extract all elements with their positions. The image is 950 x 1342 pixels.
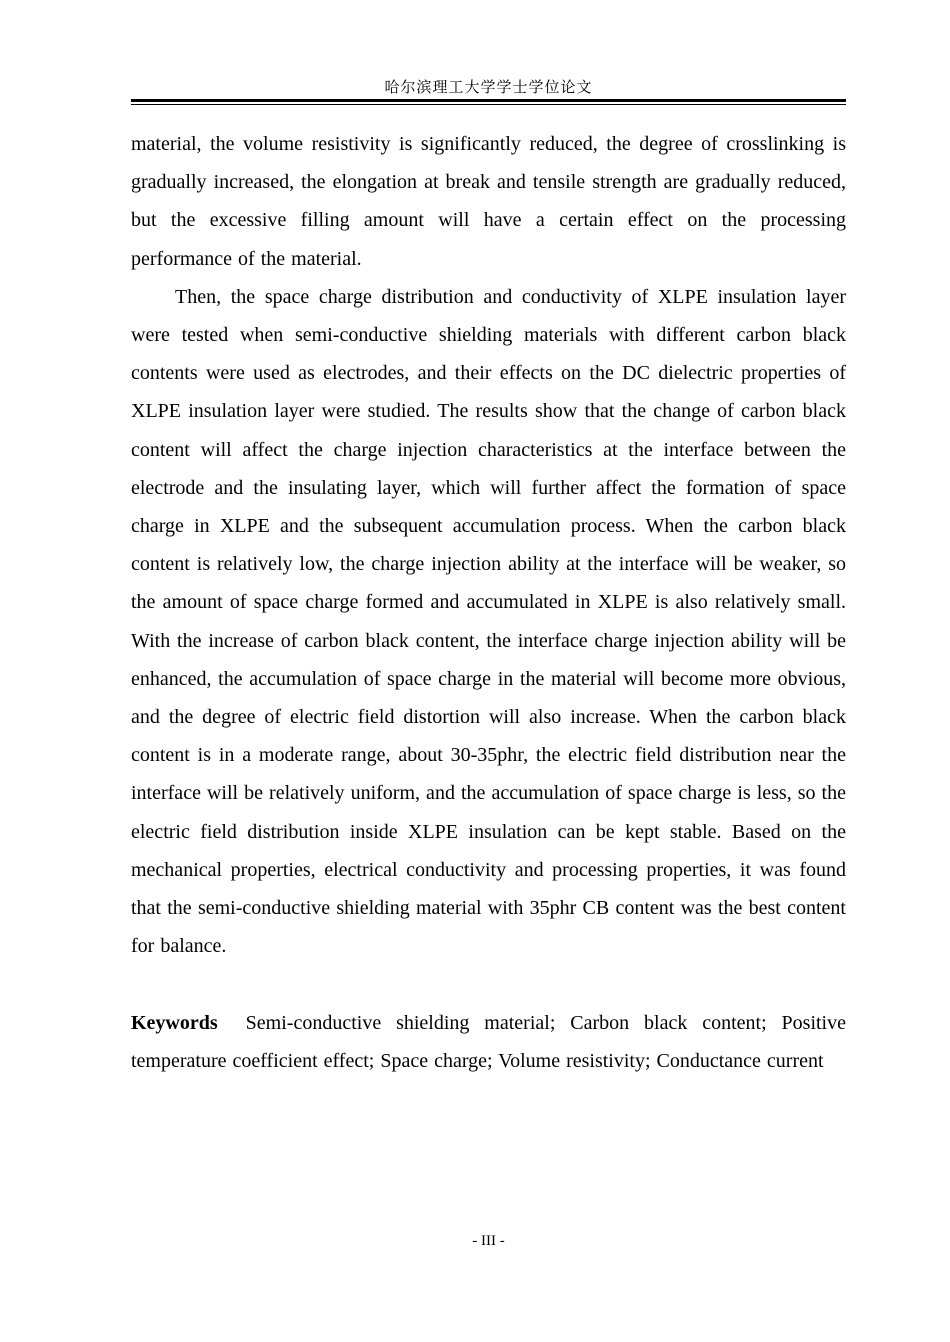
abstract-body: [131, 125, 846, 1080]
paragraph-1: material, the volume resistivity is significantly reduced, the degree of crosslinking is gradually increased, the elongation at break and tensile strength are gradually reduced, but the excessive filling amount will have a certain effect on the processing performance of the material.: [131, 133, 846, 270]
header-rule-thin: [131, 104, 846, 105]
paragraph-2: Then, the space charge distribution and conductivity of XLPE insulation layer were tested when semi-conductive shielding materials with different carbon black contents were used as electrodes, and their effects on the DC dielectric properties of XLPE insulation layer were studied. The results show that the change of carbon black content will affect the charge injection characteristics at the interface between the electrode and the insulating layer, which will further affect the formation of space charge in XLPE and the subsequent accumulation process. When the carbon black content is relatively low, the charge injection ability at the interface will be weaker, so the amount of space charge formed and accumulated in XLPE is also relatively small. With the increase of carbon black content, the interface charge injection ability will be enhanced, the accumulation of space charge in the material will become more obvious, and the degree of electric field distortion will also increase. When the carbon black content is in a moderate range, about 30-35phr, the electric field distribution near the interface will be relatively uniform, and the accumulation of space charge is less, so the electric field distribution inside XLPE insulation can be kept stable. Based on the mechanical properties, electrical conductivity and processing properties, it was found that the semi-conductive shielding material with 35phr CB content was the best content for balance.: [131, 285, 846, 958]
keywords-paragraph: [131, 1004, 846, 1080]
header-rule-thick: [131, 99, 846, 102]
running-header: 哈尔滨理工大学学士学位论文: [384, 80, 593, 96]
page-number: - III -: [472, 1233, 505, 1249]
keywords-label: Keywords: [131, 1011, 218, 1034]
keywords-text: Semi-conductive shielding material; Carbon black content; Positive temperature coefficient effect; Space charge; Volume resistivity; Conductance current: [131, 1011, 846, 1072]
